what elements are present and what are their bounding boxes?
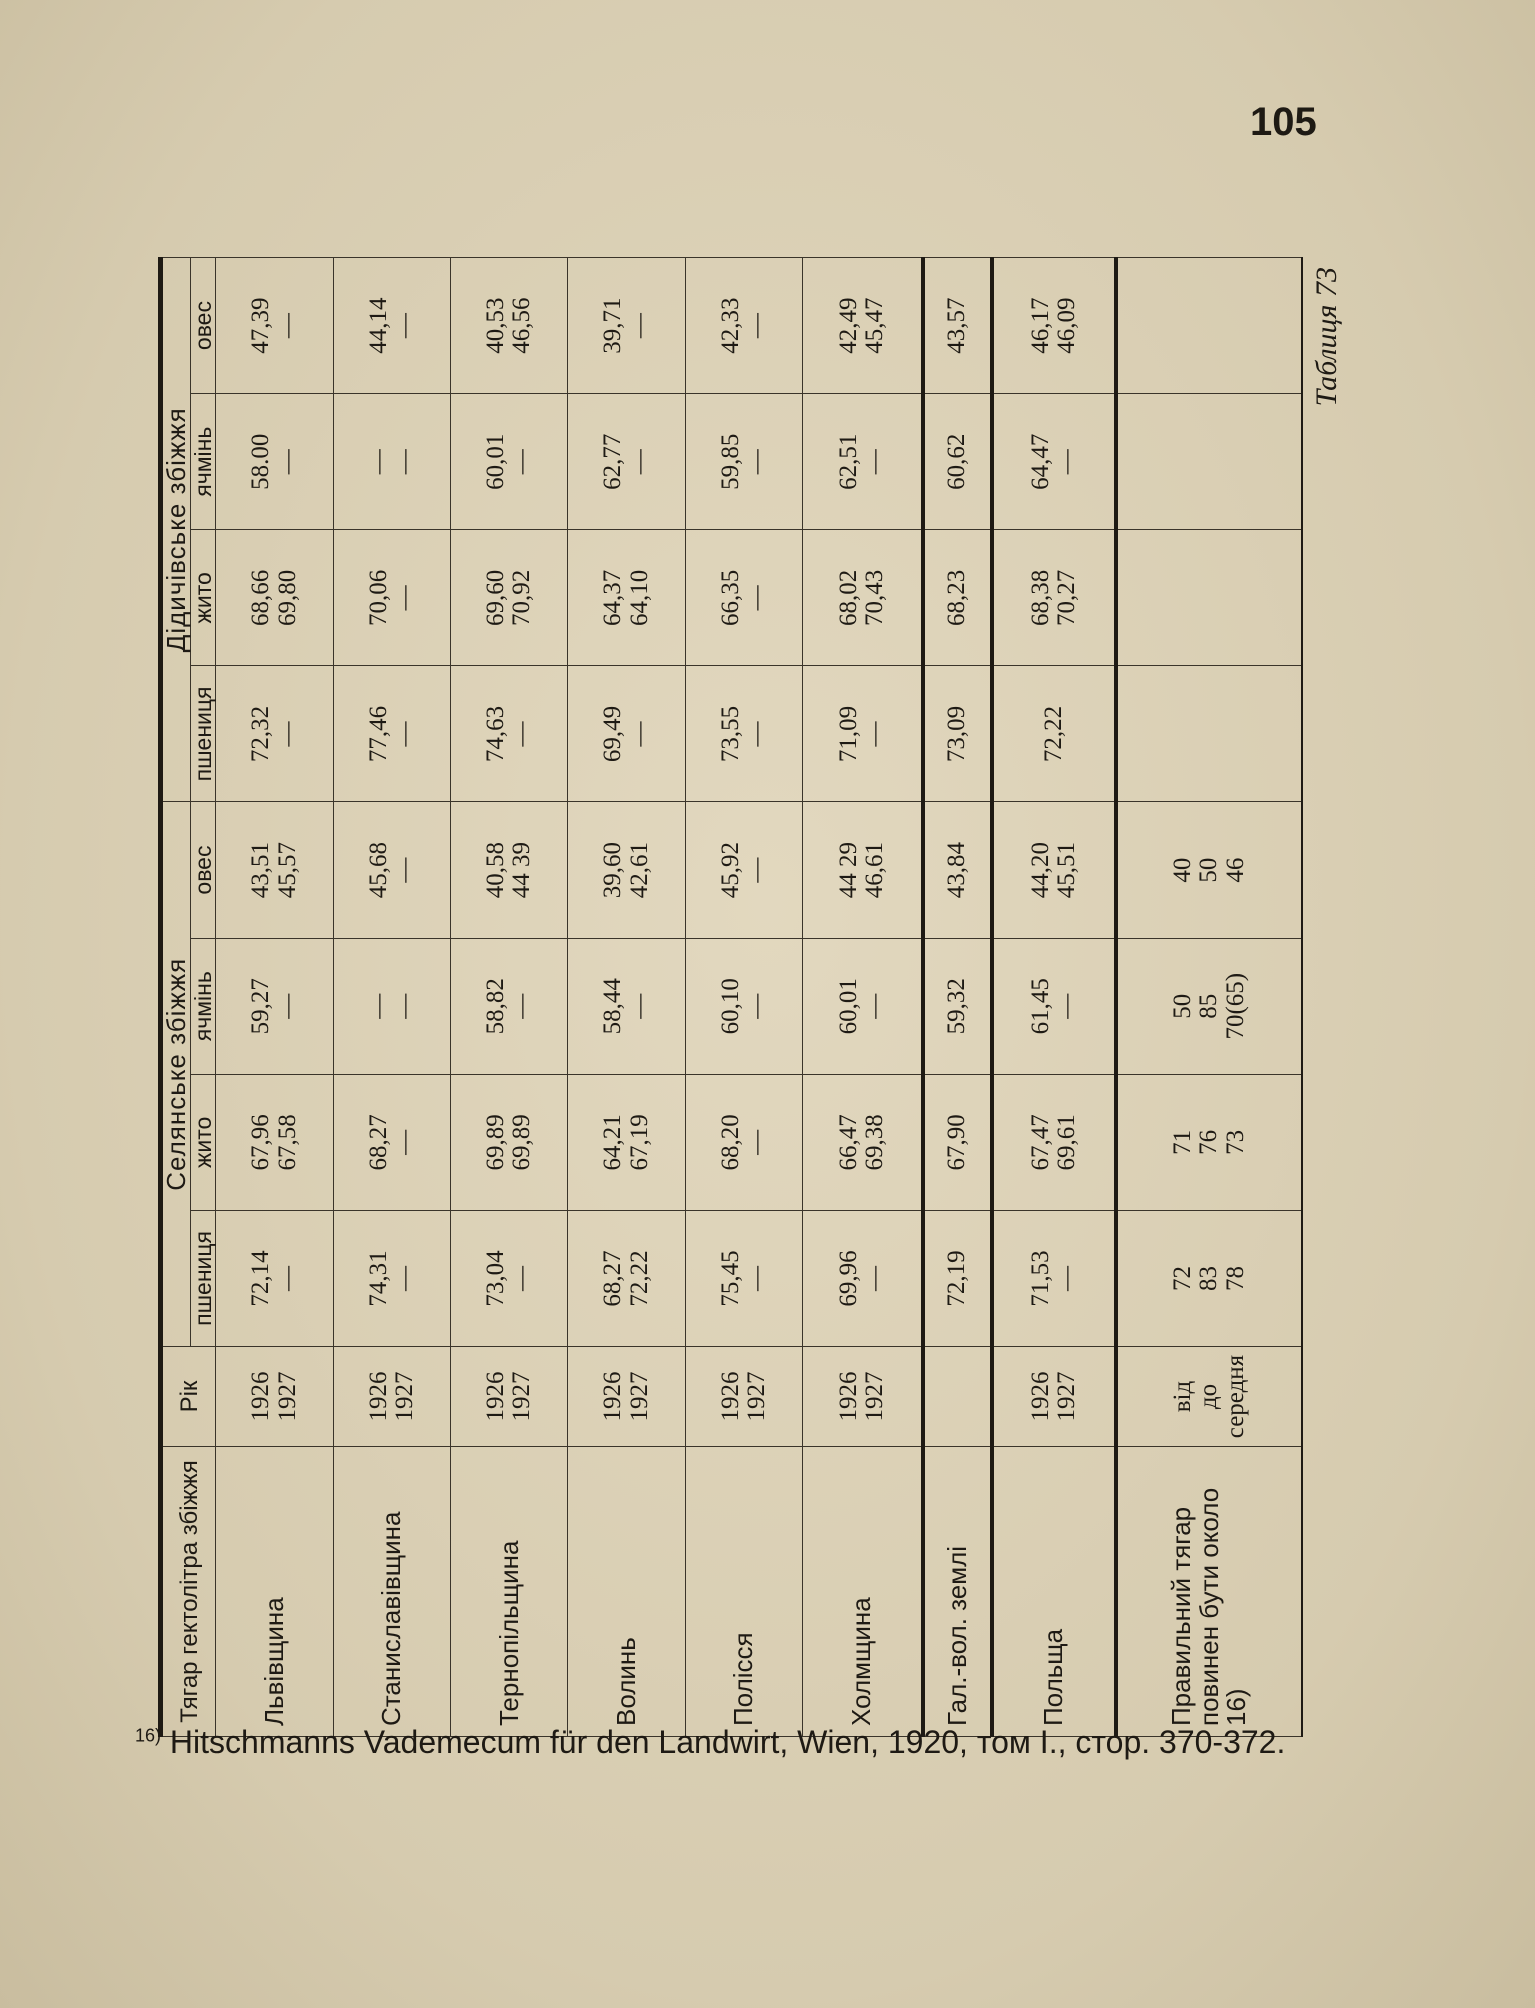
table-row (923, 258, 992, 1737)
year-cell: 1926 1927 (685, 1347, 802, 1447)
value-cell: 46,17 46,09 (992, 258, 1116, 394)
value-cell: 77,46 — (333, 666, 450, 802)
value-cell: 43,84 (923, 802, 992, 938)
value-cell: — — (333, 394, 450, 530)
value-cell: 66,35 — (685, 530, 802, 666)
value-cell: 72,22 (992, 666, 1116, 802)
year-cell: 1926 1927 (803, 1347, 924, 1447)
value-cell: 67,90 (923, 1074, 992, 1210)
value-cell: 68,20 — (685, 1074, 802, 1210)
value-cell: 39,71 — (568, 258, 685, 394)
value-cell (1116, 258, 1302, 394)
col-header: ячмінь (191, 394, 216, 530)
value-cell: 58.00 — (216, 394, 333, 530)
value-cell: 40,58 44 39 (451, 802, 568, 938)
value-cell: 60,01 — (451, 394, 568, 530)
value-cell: 45,68 — (333, 802, 450, 938)
table-row (568, 258, 685, 1737)
value-cell: 68,23 (923, 530, 992, 666)
value-cell: 44 29 46,61 (803, 802, 924, 938)
group-header-peasant: Селянське збіжжя (161, 802, 191, 1347)
value-cell: 62,77 — (568, 394, 685, 530)
group-header-estate: Дідичівське збіжжя (161, 258, 191, 803)
region-cell: Правильний тягар повинен бути около 16) (1116, 1447, 1302, 1737)
table-row (216, 258, 333, 1737)
region-cell: Волинь (568, 1447, 685, 1737)
year-cell: 1926 1927 (216, 1347, 333, 1447)
year-cell: 1926 1927 (568, 1347, 685, 1447)
value-cell: 43,51 45,57 (216, 802, 333, 938)
value-cell: 72,14 — (216, 1210, 333, 1346)
rotated-table-area (150, 237, 1380, 1767)
value-cell: 72,32 — (216, 666, 333, 802)
year-cell: 1926 1927 (451, 1347, 568, 1447)
value-cell: 68,66 69,80 (216, 530, 333, 666)
col-header: пшениця (191, 666, 216, 802)
table-row (992, 258, 1116, 1737)
value-cell: 66,47 69,38 (803, 1074, 924, 1210)
value-cell: 67,96 67,58 (216, 1074, 333, 1210)
value-cell: 40,53 46,56 (451, 258, 568, 394)
col-header: ячмінь (191, 938, 216, 1074)
value-cell: 59,27 — (216, 938, 333, 1074)
value-cell: 58,44 — (568, 938, 685, 1074)
footnote (135, 1722, 1365, 1764)
year-header: Рік (161, 1347, 216, 1447)
value-cell: 71 76 73 (1116, 1074, 1302, 1210)
region-cell: Гал.-вол. землі (923, 1447, 992, 1737)
footnote-mark: 16) (135, 1725, 162, 1746)
region-cell: Холмщина (803, 1447, 924, 1737)
value-cell: 59,32 (923, 938, 992, 1074)
value-cell: 44,20 45,51 (992, 802, 1116, 938)
region-cell: Полісся (685, 1447, 802, 1737)
table-caption: Таблиця 73 (1310, 267, 1343, 407)
value-cell: 60,10 — (685, 938, 802, 1074)
value-cell: 47,39 — (216, 258, 333, 394)
value-cell: 64,37 64,10 (568, 530, 685, 666)
value-cell: 42,49 45,47 (803, 258, 924, 394)
page-number: 105 (1250, 100, 1317, 144)
value-cell: 64,47 — (992, 394, 1116, 530)
year-cell: від до середня (1116, 1347, 1302, 1447)
region-cell: Тернопільщина (451, 1447, 568, 1737)
table-row (451, 258, 568, 1737)
value-cell: 62,51 — (803, 394, 924, 530)
col-header: овес (191, 802, 216, 938)
table-row (803, 258, 924, 1737)
hectoliter-weight-table (158, 257, 1303, 1737)
value-cell: 68,27 72,22 (568, 1210, 685, 1346)
value-cell: 43,57 (923, 258, 992, 394)
value-cell: 60,01 — (803, 938, 924, 1074)
region-cell: Львівщина (216, 1447, 333, 1737)
value-cell: 72 83 78 (1116, 1210, 1302, 1346)
col-header: жито (191, 1074, 216, 1210)
table-row (333, 258, 450, 1737)
value-cell: 69,96 — (803, 1210, 924, 1346)
value-cell: 75,45 — (685, 1210, 802, 1346)
region-cell: Станиславівщина (333, 1447, 450, 1737)
region-cell: Польща (992, 1447, 1116, 1737)
value-cell: 72,19 (923, 1210, 992, 1346)
value-cell: 71,09 — (803, 666, 924, 802)
footnote-text: Hitschmanns Vademecum für den Landwirt, Wien, 1920, том I., стор. 370-372. (169, 1724, 1286, 1760)
value-cell: 42,33 — (685, 258, 802, 394)
value-cell: 69,89 69,89 (451, 1074, 568, 1210)
col-header: пшениця (191, 1210, 216, 1346)
value-cell: 68,38 70,27 (992, 530, 1116, 666)
value-cell: 68,02 70,43 (803, 530, 924, 666)
value-cell: 68,27 — (333, 1074, 450, 1210)
value-cell (1116, 666, 1302, 802)
value-cell: 71,53 — (992, 1210, 1116, 1346)
value-cell: 64,21 67,19 (568, 1074, 685, 1210)
value-cell: 59,85 — (685, 394, 802, 530)
col-header: овес (191, 258, 216, 394)
table-row (1116, 258, 1302, 1737)
value-cell (1116, 394, 1302, 530)
value-cell (1116, 530, 1302, 666)
value-cell: 69,60 70,92 (451, 530, 568, 666)
value-cell: 40 50 46 (1116, 802, 1302, 938)
value-cell: 73,55 — (685, 666, 802, 802)
value-cell: 70,06 — (333, 530, 450, 666)
value-cell: 45,92 — (685, 802, 802, 938)
value-cell: 44,14 — (333, 258, 450, 394)
year-cell (923, 1347, 992, 1447)
value-cell: 74,31 — (333, 1210, 450, 1346)
value-cell: 74,63 — (451, 666, 568, 802)
value-cell: 69,49 — (568, 666, 685, 802)
table-row (685, 258, 802, 1737)
year-cell: 1926 1927 (333, 1347, 450, 1447)
year-cell: 1926 1927 (992, 1347, 1116, 1447)
value-cell: 39,60 42,61 (568, 802, 685, 938)
value-cell: 50 85 70(65) (1116, 938, 1302, 1074)
value-cell: 73,09 (923, 666, 992, 802)
value-cell: 60,62 (923, 394, 992, 530)
value-cell: 58,82 — (451, 938, 568, 1074)
value-cell: 61,45 — (992, 938, 1116, 1074)
value-cell: 67,47 69,61 (992, 1074, 1116, 1210)
value-cell: 73,04 — (451, 1210, 568, 1346)
value-cell: — — (333, 938, 450, 1074)
corner-header: Тягар гектолітра збіжжя (161, 1447, 216, 1737)
col-header: жито (191, 530, 216, 666)
